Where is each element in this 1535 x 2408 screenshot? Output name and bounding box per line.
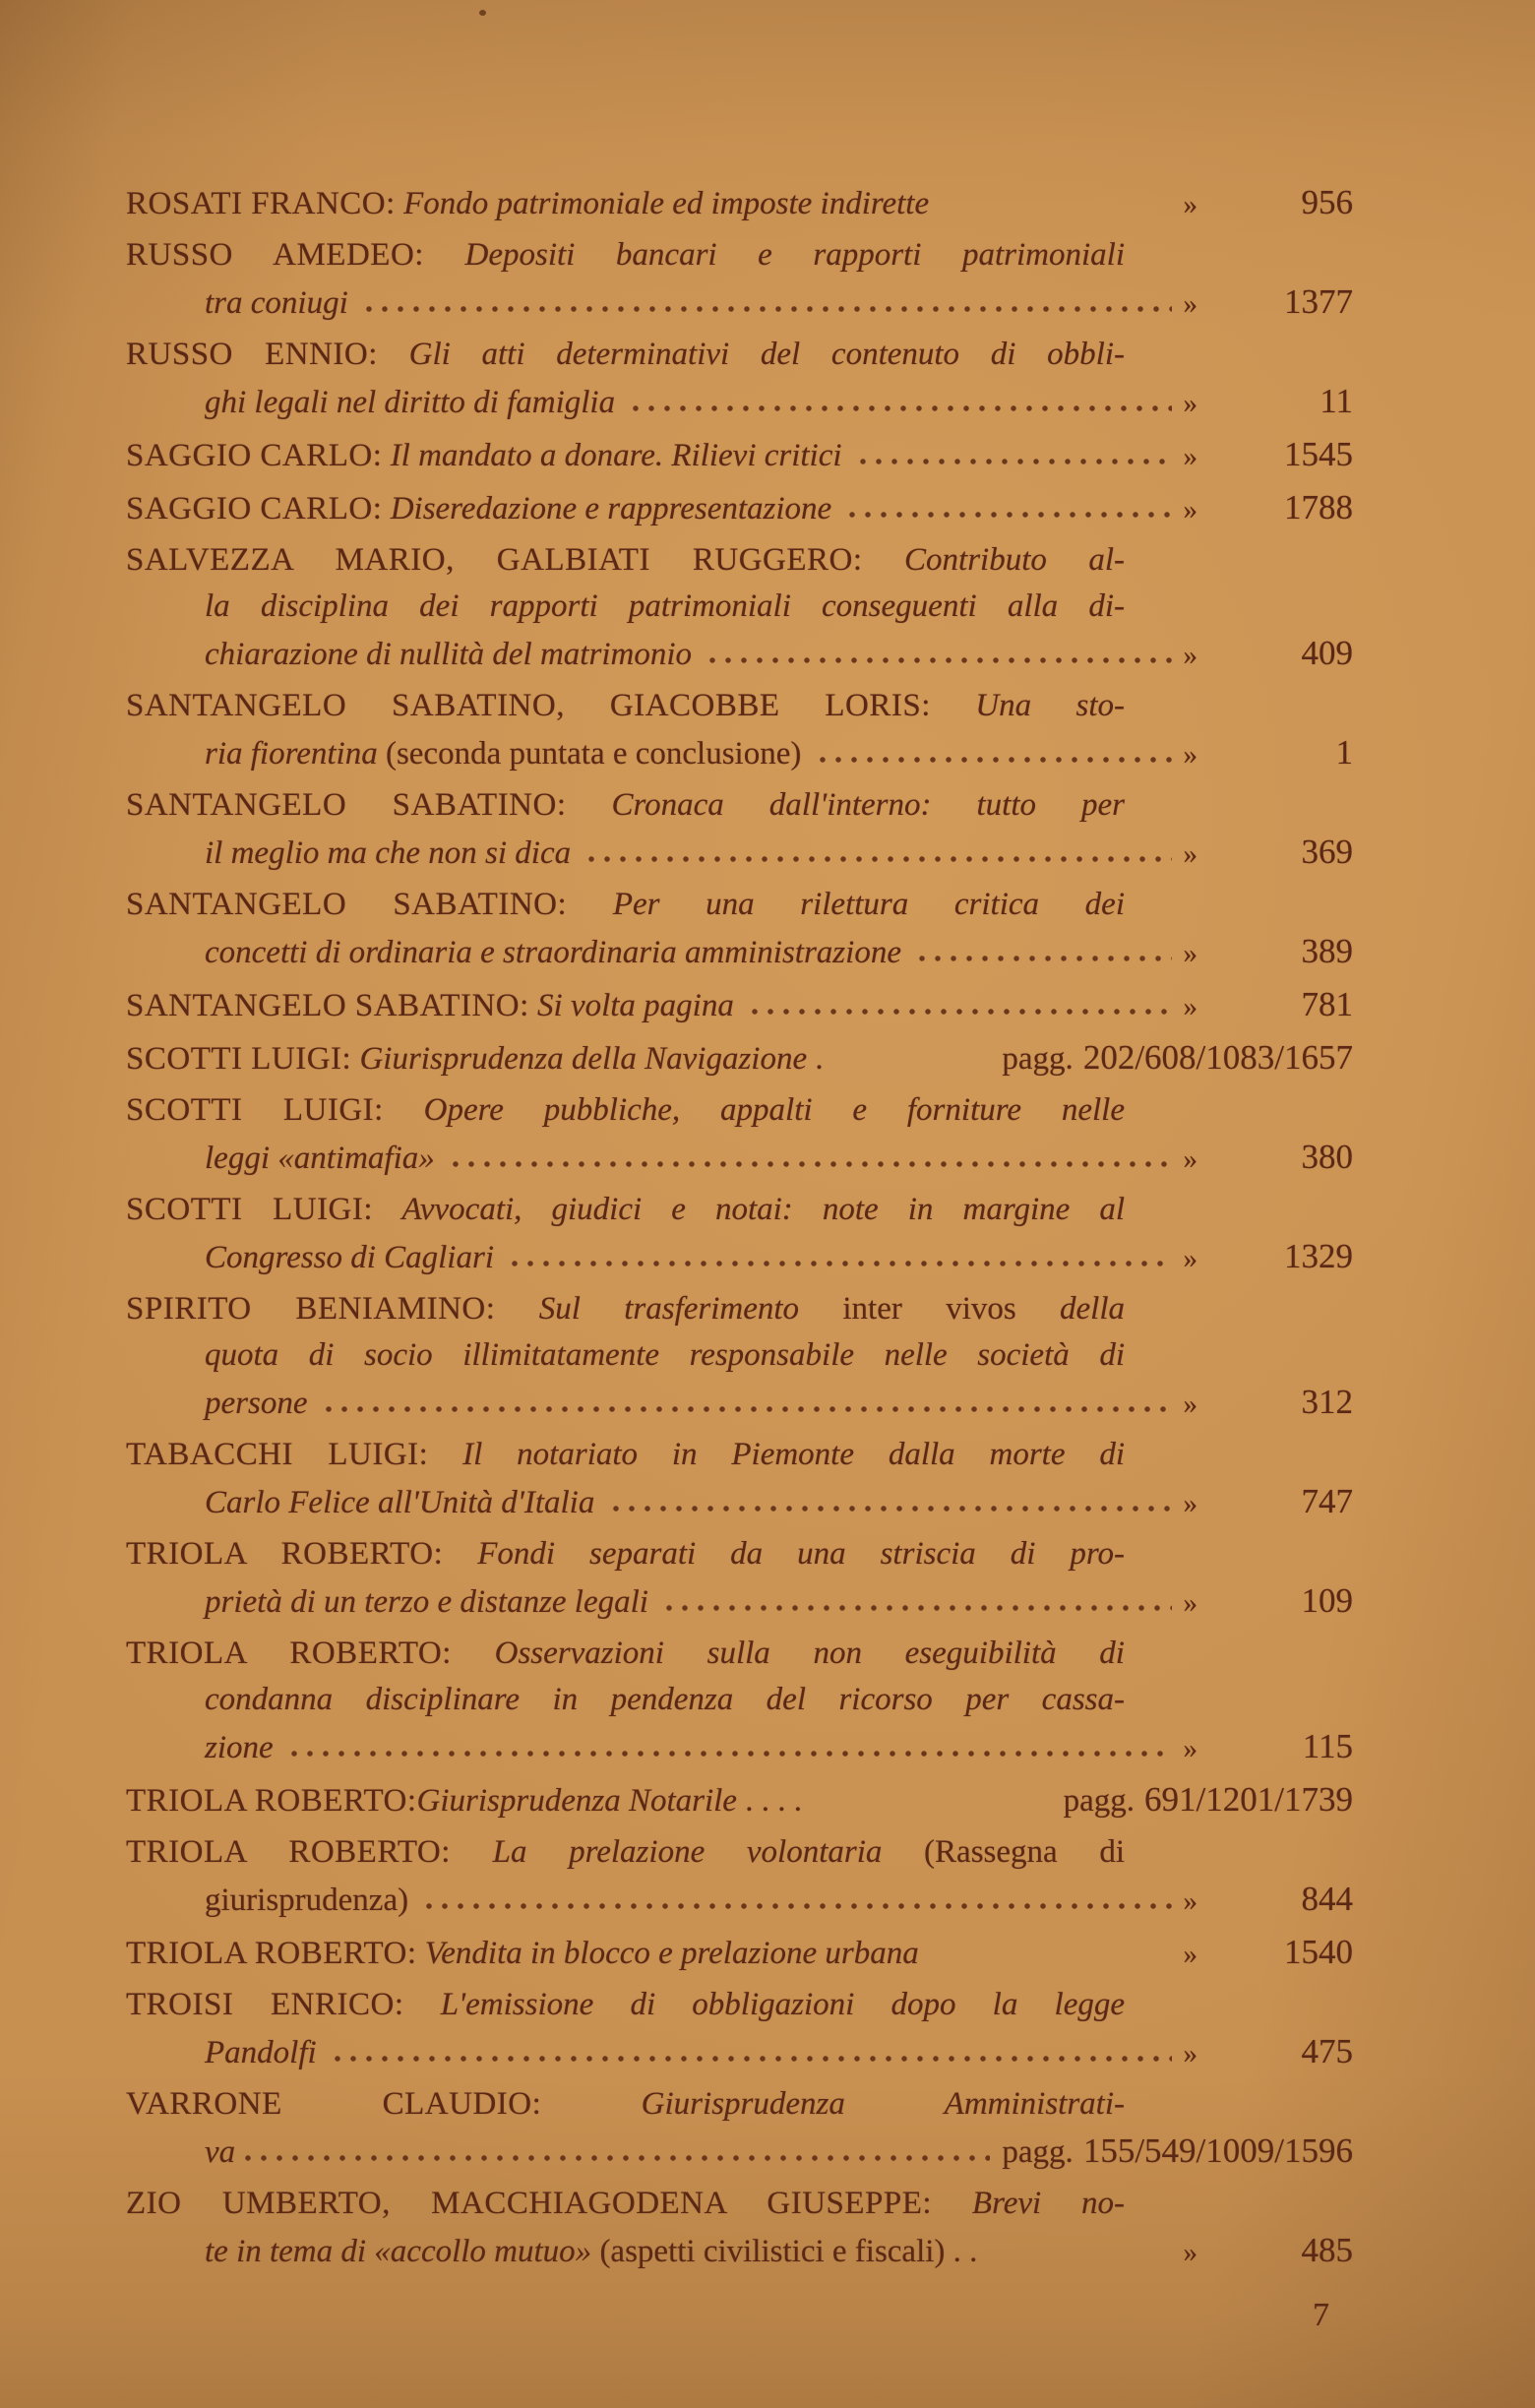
dot-leader: [613, 1506, 1172, 1512]
page-number: 109: [1301, 1581, 1353, 1620]
entry-line-text: [126, 486, 839, 532]
entry-title-text: Gli atti determinativi del contenuto di obbli-: [377, 337, 1125, 372]
entry-title-text: Avvocati, giudici e notai: note in margine al: [373, 1192, 1126, 1227]
index-line: [126, 1286, 1125, 1332]
entry-author: TRIOLA ROBERTO:: [126, 1834, 451, 1870]
entry-title-text: Sul trasferimento: [495, 1291, 843, 1327]
entry-title-text: ghi legali nel diritto di famiglia: [205, 385, 624, 420]
ditto-mark: »: [1183, 388, 1197, 419]
index-line: [126, 1929, 1353, 1975]
dot-leader: [512, 1261, 1171, 1266]
dot-leader: [820, 757, 1172, 763]
page-number: 1540: [1284, 1933, 1353, 1971]
entry-line-text: [205, 632, 700, 678]
entry-title-text: concetti di ordinaria e straordinaria amministrazione: [205, 935, 910, 970]
entry-title-text: Una sto-: [930, 688, 1125, 723]
entry-title-text: ria fiorentina: [205, 736, 386, 772]
entry-title-text: leggi «antimafia»: [205, 1141, 443, 1176]
page-number: 409: [1301, 634, 1353, 672]
entry-title-text: zione: [205, 1730, 281, 1765]
page-number: 1: [1335, 733, 1353, 772]
entry-title-text: (Rassegna di: [924, 1834, 1126, 1870]
entry-title-text: Fondi separati da una striscia di pro-: [443, 1536, 1125, 1572]
page-number: 844: [1301, 1880, 1353, 1918]
index-line: [126, 1187, 1125, 1233]
entry-line-text: [126, 1931, 919, 1977]
entry-title-text: persone: [205, 1386, 316, 1421]
index-line: [205, 1233, 1353, 1279]
ditto-mark: »: [1183, 494, 1197, 525]
page-number: 485: [1301, 2231, 1353, 2269]
ditto-mark: »: [1183, 2038, 1197, 2069]
entry-title-text: Congresso di Cagliari: [205, 1240, 503, 1275]
index-line: [205, 1723, 1353, 1769]
index-line: [126, 1034, 1353, 1081]
index-line: [205, 1379, 1353, 1425]
entry-author: ZIO UMBERTO, MACCHIAGODENA GIUSEPPE:: [126, 2186, 933, 2221]
entry-title-text: quota di socio illimitatamente responsabile nelle società di: [205, 1337, 1125, 1373]
ditto-mark: »: [1183, 1243, 1197, 1274]
index-entry: [126, 882, 1353, 974]
page-number: 11: [1320, 382, 1353, 420]
index-entry: [126, 1982, 1353, 2074]
ditto-mark: »: [1183, 1885, 1197, 1917]
entry-title-text: te in tema di «accollo mutuo»: [205, 2234, 600, 2269]
dot-leader: [709, 657, 1171, 663]
entry-title-text: inter vivos: [842, 1291, 1016, 1327]
entry-title-text: Pandolfi: [205, 2035, 325, 2070]
ditto-mark: »: [1183, 838, 1197, 870]
index-entry: [126, 2081, 1353, 2174]
entry-author: SCOTTI LUIGI:: [126, 1092, 384, 1128]
index-line: [205, 928, 1353, 974]
page-number: 956: [1301, 183, 1353, 221]
index-line: [126, 332, 1125, 378]
entry-title-text: (seconda puntata e conclusione): [385, 736, 810, 772]
entry-author: TRIOLA ROBERTO:: [126, 1536, 444, 1572]
page-number: 155/549/1009/1596: [1082, 2131, 1353, 2170]
index-line: [205, 829, 1353, 875]
index-entry: [126, 431, 1353, 477]
entry-line-text: [126, 1036, 824, 1082]
ditto-mark: »: [1183, 739, 1197, 771]
index-line: [205, 1677, 1125, 1723]
paper-speck: [479, 10, 486, 16]
pagg-label: pagg.: [1002, 1041, 1074, 1077]
index-line: [205, 1332, 1125, 1379]
page-number: 1788: [1284, 488, 1353, 526]
index-entry: [126, 232, 1353, 325]
entry-line-text: [205, 731, 810, 777]
index-entry: [126, 1087, 1353, 1180]
index-line: [205, 630, 1353, 676]
entry-title-text: chiarazione di nullità del matrimonio: [205, 637, 701, 672]
ditto-mark: »: [1183, 1488, 1197, 1519]
entry-line-text: [205, 1235, 502, 1281]
index-line: [126, 1531, 1125, 1577]
entry-author: TRIOLA ROBERTO:: [126, 1783, 417, 1819]
page-number: 389: [1301, 932, 1353, 970]
index-entry: [126, 332, 1353, 424]
index-list: [126, 179, 1353, 2280]
entry-title-text: giurisprudenza): [205, 1883, 417, 1918]
entry-line-text: [205, 1725, 281, 1771]
dot-leader: [849, 512, 1171, 518]
entry-title-text: tra coniugi: [205, 285, 356, 321]
dot-leader: [426, 1903, 1171, 1909]
entry-line-text: [205, 380, 623, 426]
entry-author: SAGGIO CARLO:: [126, 491, 383, 526]
entry-title-text: Giurisprudenza Amministrati-: [541, 2086, 1125, 2122]
index-entry: [126, 981, 1353, 1027]
index-entry: [126, 1631, 1353, 1769]
leader-space: [833, 1062, 991, 1068]
pagg-label: pagg.: [1063, 1783, 1136, 1819]
index-line: [205, 729, 1353, 775]
ditto-mark: »: [1183, 1143, 1197, 1175]
entry-title-text: Osservazioni sulla non eseguibilità di: [451, 1636, 1125, 1671]
leader-space: [812, 1804, 1052, 1810]
index-line: [126, 1776, 1353, 1822]
page-number: 380: [1301, 1138, 1353, 1176]
index-line: [205, 2227, 1353, 2273]
page-number: 1377: [1284, 282, 1353, 321]
index-line: [126, 431, 1353, 477]
index-line: [126, 882, 1125, 928]
entry-title-text: Brevi no-: [932, 2186, 1125, 2221]
ditto-mark: »: [1183, 1389, 1197, 1420]
index-line: [126, 179, 1353, 225]
page-number: 1545: [1284, 435, 1353, 473]
entry-line-text: [126, 983, 742, 1029]
entry-title-text: Il mandato a donare. Rilievi critici: [382, 438, 850, 473]
dot-leader: [860, 459, 1172, 464]
index-entry: [126, 1829, 1353, 1922]
entry-author: SANTANGELO SABATINO:: [126, 988, 529, 1023]
entry-title-text: Fondo patrimoniale ed imposte indirette: [395, 186, 930, 221]
entry-title-text: (aspetti civilistici e fiscali) . .: [599, 2234, 978, 2269]
entry-title-text: Vendita in blocco e prelazione urbana: [416, 1936, 919, 1971]
entry-title-text: il meglio ma che non si dica: [205, 835, 580, 871]
dot-leader: [453, 1161, 1172, 1167]
leader-space: [929, 1956, 1172, 1962]
entry-title-text: Carlo Felice all'Unità d'Italia: [205, 1485, 603, 1520]
dot-leader: [245, 2155, 990, 2161]
entry-line-text: [205, 1480, 603, 1526]
dot-leader: [335, 2056, 1172, 2062]
index-line: [205, 1134, 1353, 1180]
entry-title-text: Il notariato in Piemonte dalla morte di: [428, 1437, 1125, 1472]
leader-space: [987, 2254, 1171, 2260]
index-entry: [126, 179, 1353, 225]
dot-leader: [291, 1751, 1172, 1757]
page-number: 747: [1301, 1482, 1353, 1520]
entry-author: TRIOLA ROBERTO:: [126, 1636, 452, 1671]
entry-title-text: Diseredazione e rappresentazione: [382, 491, 840, 526]
entry-title-text: Depositi bancari e rapporti patrimoniali: [423, 237, 1125, 273]
ditto-mark: »: [1183, 189, 1197, 220]
ditto-mark: »: [1183, 640, 1197, 671]
entry-author: TROISI ENRICO:: [126, 1987, 404, 2022]
entry-title-text: Giurisprudenza Notarile: [416, 1783, 737, 1819]
entry-line-text: [205, 1136, 443, 1182]
dot-leader: [633, 405, 1171, 411]
entry-line-text: [205, 2130, 235, 2176]
entry-title-text: la disciplina dei rapporti patrimoniali conseguenti alla di-: [205, 588, 1125, 624]
index-entry: [126, 1531, 1353, 1624]
index-line: [126, 1829, 1125, 1876]
entry-author: SCOTTI LUIGI:: [126, 1192, 374, 1227]
entry-author: RUSSO AMEDEO:: [126, 237, 424, 273]
page-footer-number: 7: [1313, 2297, 1329, 2333]
entry-line-text: [205, 2030, 325, 2076]
dot-leader: [588, 856, 1171, 862]
dot-leader: [666, 1605, 1171, 1611]
index-line: [126, 2081, 1125, 2128]
index-line: [126, 537, 1125, 584]
entry-title-text: va: [205, 2134, 236, 2170]
index-entry: [126, 1286, 1353, 1425]
leader-space: [939, 207, 1171, 213]
index-line: [126, 1631, 1125, 1677]
entry-author: SCOTTI LUIGI:: [126, 1041, 352, 1077]
index-entry: [126, 1034, 1353, 1081]
index-line: [205, 1876, 1353, 1922]
index-line: [126, 2181, 1125, 2227]
entry-author: SANTANGELO SABATINO:: [126, 887, 568, 922]
index-line: [205, 584, 1125, 630]
index-line: [126, 1432, 1125, 1478]
page-number: 312: [1301, 1383, 1353, 1421]
page-number: 202/608/1083/1657: [1082, 1038, 1353, 1077]
entry-title-text: .: [807, 1041, 824, 1077]
index-line: [126, 1087, 1125, 1134]
ditto-mark: »: [1183, 288, 1197, 320]
index-entry: [126, 1776, 1353, 1822]
entry-line-text: [205, 1878, 416, 1924]
entry-line-text: [205, 2229, 977, 2275]
ditto-mark: »: [1183, 441, 1197, 472]
entry-line-text: [126, 433, 850, 479]
entry-line-text: [205, 930, 909, 976]
entry-title-text: Si volta pagina: [528, 988, 743, 1023]
index-line: [205, 1577, 1353, 1624]
dot-leader: [752, 1009, 1171, 1015]
index-entry: [126, 484, 1353, 530]
entry-author: TABACCHI LUIGI:: [126, 1437, 429, 1472]
entry-title-text: prietà di un terzo e distanze legali: [205, 1584, 657, 1620]
index-entry: [126, 537, 1353, 676]
page-number: 369: [1301, 833, 1353, 871]
entry-title-text: L'emissione di obbligazioni dopo la legge: [403, 1987, 1125, 2022]
entry-author: RUSSO ENNIO:: [126, 337, 378, 372]
index-line: [126, 683, 1125, 729]
index-line: [126, 981, 1353, 1027]
page-number: 1329: [1284, 1237, 1353, 1275]
entry-author: SALVEZZA MARIO, GALBIATI RUGGERO:: [126, 542, 863, 578]
index-line: [126, 1982, 1125, 2028]
page-number: 781: [1301, 985, 1353, 1023]
entry-author: ROSATI FRANCO:: [126, 186, 396, 221]
index-entry: [126, 683, 1353, 775]
ditto-mark: »: [1183, 991, 1197, 1022]
entry-title-text: Contributo al-: [862, 542, 1125, 578]
ditto-mark: »: [1183, 1587, 1197, 1619]
entry-line-text: [205, 280, 356, 327]
entry-line-text: [205, 831, 579, 877]
index-line: [205, 2028, 1353, 2074]
index-entry: [126, 1187, 1353, 1279]
page-number: 475: [1301, 2032, 1353, 2070]
entry-author: TRIOLA ROBERTO:: [126, 1936, 417, 1971]
entry-title-text: Opere pubbliche, appalti e forniture nelle: [383, 1092, 1125, 1128]
entry-title-text: . . . .: [736, 1783, 802, 1819]
dot-leader: [326, 1406, 1172, 1412]
page-number: 115: [1302, 1727, 1353, 1765]
entry-title-text: La prelazione volontaria: [450, 1834, 925, 1870]
dot-leader: [366, 306, 1172, 312]
index-entry: [126, 1929, 1353, 1975]
entry-title-text: Cronaca dall'interno: tutto per: [566, 787, 1125, 823]
ditto-mark: »: [1183, 2237, 1197, 2268]
ditto-mark: »: [1183, 938, 1197, 969]
index-line: [205, 378, 1353, 424]
entry-author: SANTANGELO SABATINO, GIACOBBE LORIS:: [126, 688, 931, 723]
dot-leader: [919, 956, 1171, 961]
index-line: [126, 484, 1353, 530]
ditto-mark: »: [1183, 1939, 1197, 1970]
index-line: [126, 232, 1125, 278]
entry-title-text: condanna disciplinare in pendenza del ricorso per cassa-: [205, 1682, 1125, 1717]
entry-author: SAGGIO CARLO:: [126, 438, 383, 473]
entry-line-text: [126, 1778, 802, 1824]
index-line: [126, 782, 1125, 829]
entry-title-text: Per una rilettura critica dei: [567, 887, 1125, 922]
index-line: [205, 1478, 1353, 1524]
index-entry: [126, 2181, 1353, 2273]
entry-author: VARRONE CLAUDIO:: [126, 2086, 542, 2122]
index-entry: [126, 1432, 1353, 1524]
entry-line-text: [126, 181, 929, 227]
ditto-mark: »: [1183, 1733, 1197, 1764]
entry-author: SPIRITO BENIAMINO:: [126, 1291, 496, 1327]
index-line: [205, 2128, 1353, 2174]
entry-author: SANTANGELO SABATINO:: [126, 787, 567, 823]
index-entry: [126, 782, 1353, 875]
entry-title-text: della: [1015, 1291, 1126, 1327]
entry-line-text: [205, 1381, 316, 1427]
pagg-label: pagg.: [1002, 2134, 1074, 2170]
entry-title-text: Giurisprudenza della Navigazione: [351, 1041, 808, 1077]
entry-line-text: [205, 1579, 656, 1626]
index-line: [205, 278, 1353, 325]
page-number: 691/1201/1739: [1144, 1780, 1353, 1819]
